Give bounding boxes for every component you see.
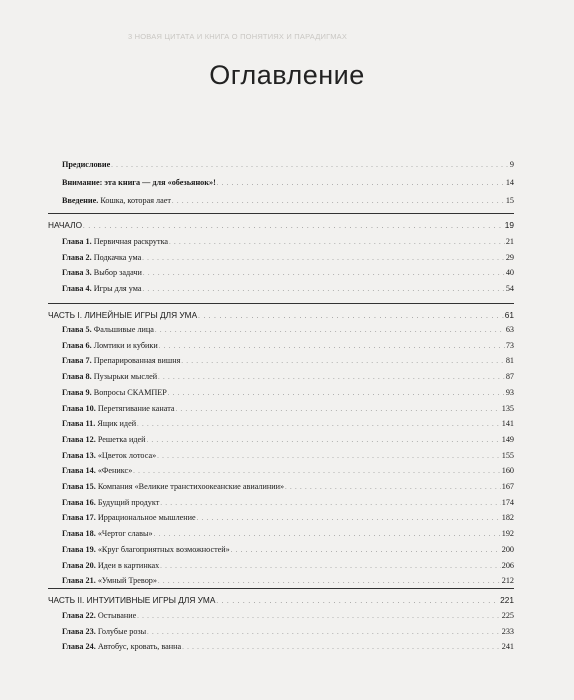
chapter-page-number: 155 (501, 450, 514, 460)
chapter-number: Глава 18. (62, 529, 96, 539)
toc-chapter-entry[interactable] (62, 611, 514, 622)
entry-label: Предисловие (62, 160, 111, 169)
toc-chapter-entry[interactable] (62, 404, 514, 415)
chapter-number: Глава 20. (62, 560, 96, 570)
chapter-title: Иррациональное мышление (95, 513, 196, 523)
chapter-title: Автобус, кровать, ванна (95, 642, 182, 652)
chapter-number: Глава 19. (62, 544, 96, 554)
chapter-page-number: 174 (501, 497, 514, 507)
toc-chapter-entry[interactable] (62, 325, 514, 336)
dot-leader (157, 451, 501, 462)
chapter-number: Глава 12. (62, 434, 96, 444)
dot-leader (158, 372, 505, 383)
chapter-title: Голубые розы (95, 626, 147, 636)
chapter-number: Глава 3. (62, 268, 92, 278)
dot-leader (217, 178, 505, 189)
chapter-page-number: 233 (501, 626, 514, 636)
chapter-page-number: 160 (501, 466, 514, 476)
toc-chapter-entry[interactable] (62, 253, 514, 264)
chapter-title: Пузырьки мыслей (91, 372, 158, 382)
toc-chapter-entry[interactable] (62, 388, 514, 399)
chapter-number: Глава 17. (62, 513, 96, 523)
section-heading-label: НАЧАЛО (48, 220, 83, 230)
chapter-page-number: 81 (505, 356, 514, 366)
dot-leader (137, 611, 500, 622)
chapter-page-number: 149 (501, 434, 514, 444)
chapter-number: Глава 2. (62, 252, 92, 262)
dot-leader (83, 220, 504, 232)
chapter-number: Глава 15. (62, 482, 96, 491)
dot-leader (285, 482, 501, 493)
chapter-number: Глава 5. (62, 325, 92, 334)
chapter-number: Глава 24. (62, 642, 96, 652)
chapter-title: Перетягивание каната (95, 403, 175, 413)
toc-chapter-entry[interactable] (62, 341, 514, 352)
dot-leader (111, 160, 509, 171)
chapter-number: Глава 7. (62, 356, 92, 366)
toc-section-heading[interactable] (48, 220, 514, 232)
toc-chapter-entry[interactable] (62, 372, 514, 383)
dot-leader (169, 237, 505, 248)
chapter-title: «Круг благоприятных возможностей» (95, 544, 230, 554)
chapter-page-number: 73 (505, 340, 514, 350)
dot-leader (231, 545, 501, 556)
dot-leader (197, 513, 501, 524)
chapter-page-number: 241 (501, 642, 514, 652)
chapter-number: Глава 23. (62, 626, 96, 636)
dot-leader (168, 388, 505, 399)
chapter-page-number: 29 (505, 252, 514, 262)
dot-leader (172, 196, 505, 207)
dot-leader (181, 356, 504, 367)
dot-leader (137, 419, 501, 430)
toc-chapter-entry[interactable] (62, 561, 514, 572)
chapter-title: Подкачка ума (91, 252, 142, 262)
dot-leader (182, 642, 501, 653)
chapter-number: Глава 1. (62, 237, 92, 246)
toc-entry-introduction[interactable] (62, 196, 514, 207)
toc-chapter-entry[interactable] (62, 419, 514, 430)
dot-leader (216, 595, 499, 607)
chapter-title: Выбор задачи (91, 268, 142, 278)
dot-leader (147, 435, 501, 446)
toc-entry-warning[interactable] (62, 178, 514, 189)
dot-leader (176, 404, 501, 415)
dot-leader (143, 268, 505, 279)
chapter-number: Глава 8. (62, 372, 92, 382)
entry-label-rest: Кошка, которая лает (98, 196, 171, 205)
chapter-page-number: 192 (501, 529, 514, 539)
section-heading-label: ЧАСТЬ I. ЛИНЕЙНЫЕ ИГРЫ ДЛЯ УМА (48, 310, 198, 320)
chapter-page-number: 135 (501, 403, 514, 413)
toc-chapter-entry[interactable] (62, 545, 514, 556)
chapter-page-number: 200 (501, 544, 514, 554)
toc-section-heading[interactable] (48, 310, 514, 322)
chapter-number: Глава 14. (62, 466, 96, 476)
section-heading-label: ЧАСТЬ II. ИНТУИТИВНЫЕ ИГРЫ ДЛЯ УМА (48, 595, 216, 605)
chapter-page-number: 225 (501, 611, 514, 620)
toc-chapter-entry[interactable] (62, 284, 514, 295)
entry-page-number: 14 (505, 178, 514, 187)
toc-chapter-entry[interactable] (62, 576, 514, 587)
chapter-page-number: 87 (505, 372, 514, 382)
chapter-title: «Умный Тревор» (95, 576, 157, 586)
chapter-page-number: 21 (505, 237, 514, 246)
chapter-page-number: 212 (501, 576, 514, 586)
toc-chapter-entry[interactable] (62, 268, 514, 279)
chapter-title: Ломтики и кубики (91, 340, 158, 350)
chapter-number: Глава 16. (62, 497, 96, 507)
entry-label: Внимание: эта книга — для «обезьянок»! (62, 178, 216, 187)
chapter-page-number: 63 (505, 325, 514, 334)
dot-leader (155, 325, 505, 336)
toc-chapter-entry[interactable] (62, 356, 514, 367)
chapter-number: Глава 4. (62, 284, 92, 294)
chapter-title: «Цветок лотоса» (95, 450, 157, 460)
chapter-page-number: 54 (505, 284, 514, 294)
chapter-title: Фальшивые лица (91, 325, 154, 334)
dot-leader (160, 561, 500, 572)
dot-leader (133, 466, 500, 477)
section-divider (48, 303, 514, 304)
dot-leader (142, 284, 504, 295)
toc-entry-preface[interactable] (62, 160, 514, 171)
toc-chapter-entry[interactable] (62, 627, 514, 638)
section-divider (48, 588, 514, 589)
toc-chapter-entry[interactable] (62, 237, 514, 248)
entry-page-number: 15 (505, 196, 514, 205)
chapter-title: Первичная раскрутка (91, 237, 169, 246)
toc-chapter-entry[interactable] (62, 513, 514, 524)
dot-leader (158, 576, 501, 587)
toc-chapter-entry[interactable] (62, 642, 514, 653)
toc-chapter-entry[interactable] (62, 498, 514, 509)
section-page-number: 61 (504, 310, 514, 320)
dot-leader (154, 529, 501, 540)
chapter-number: Глава 10. (62, 403, 96, 413)
chapter-title: Препарированная вишня (91, 356, 181, 366)
chapter-title: «Феникс» (95, 466, 133, 476)
toc-chapter-entry[interactable] (62, 482, 514, 493)
section-page-number: 221 (500, 595, 514, 605)
chapter-title: Будущий продукт (95, 497, 160, 507)
chapter-page-number: 167 (501, 482, 514, 491)
dot-leader (160, 498, 500, 509)
toc-chapter-entry[interactable] (62, 466, 514, 477)
dot-leader (142, 253, 505, 264)
entry-label-bold: Введение. (62, 196, 99, 205)
toc-section-heading[interactable] (48, 595, 514, 607)
chapter-page-number: 141 (501, 419, 514, 429)
chapter-number: Глава 6. (62, 340, 92, 350)
toc-chapter-entry[interactable] (62, 451, 514, 462)
chapter-title: «Чертог славы» (95, 529, 153, 539)
chapter-title: Идеи в картинках (95, 560, 160, 570)
chapter-page-number: 93 (505, 387, 514, 397)
toc-chapter-entry[interactable] (62, 529, 514, 540)
chapter-number: Глава 22. (62, 611, 96, 620)
chapter-title: Вопросы СКАМПЕР (91, 387, 167, 397)
chapter-title: Решетка идей (95, 434, 146, 444)
section-page-number: 19 (504, 220, 514, 230)
chapter-page-number: 206 (501, 560, 514, 570)
page-title: Оглавление (209, 60, 365, 90)
chapter-page-number: 40 (505, 268, 514, 278)
chapter-number: Глава 21. (62, 576, 96, 586)
chapter-number: Глава 9. (62, 387, 92, 397)
section-divider (48, 213, 514, 214)
chapter-title: Компания «Великие транстихоокеанские авиалинии» (95, 482, 285, 491)
dot-leader (159, 341, 505, 352)
entry-page-number: 9 (509, 160, 514, 169)
toc-chapter-entry[interactable] (62, 435, 514, 446)
chapter-number: Глава 13. (62, 450, 96, 460)
dot-leader (198, 310, 504, 322)
chapter-title: Ящик идей (95, 419, 137, 429)
chapter-number: Глава 11. (62, 419, 96, 429)
chapter-title: Остывание (95, 611, 137, 620)
chapter-page-number: 182 (501, 513, 514, 523)
show-through-header: 3 НОВАЯ ЦИТАТА И КНИГА О ПОНЯТИЯХ И ПАРАДИГМАХ (128, 32, 348, 41)
dot-leader (147, 627, 501, 638)
chapter-title: Игры для ума (91, 284, 142, 294)
